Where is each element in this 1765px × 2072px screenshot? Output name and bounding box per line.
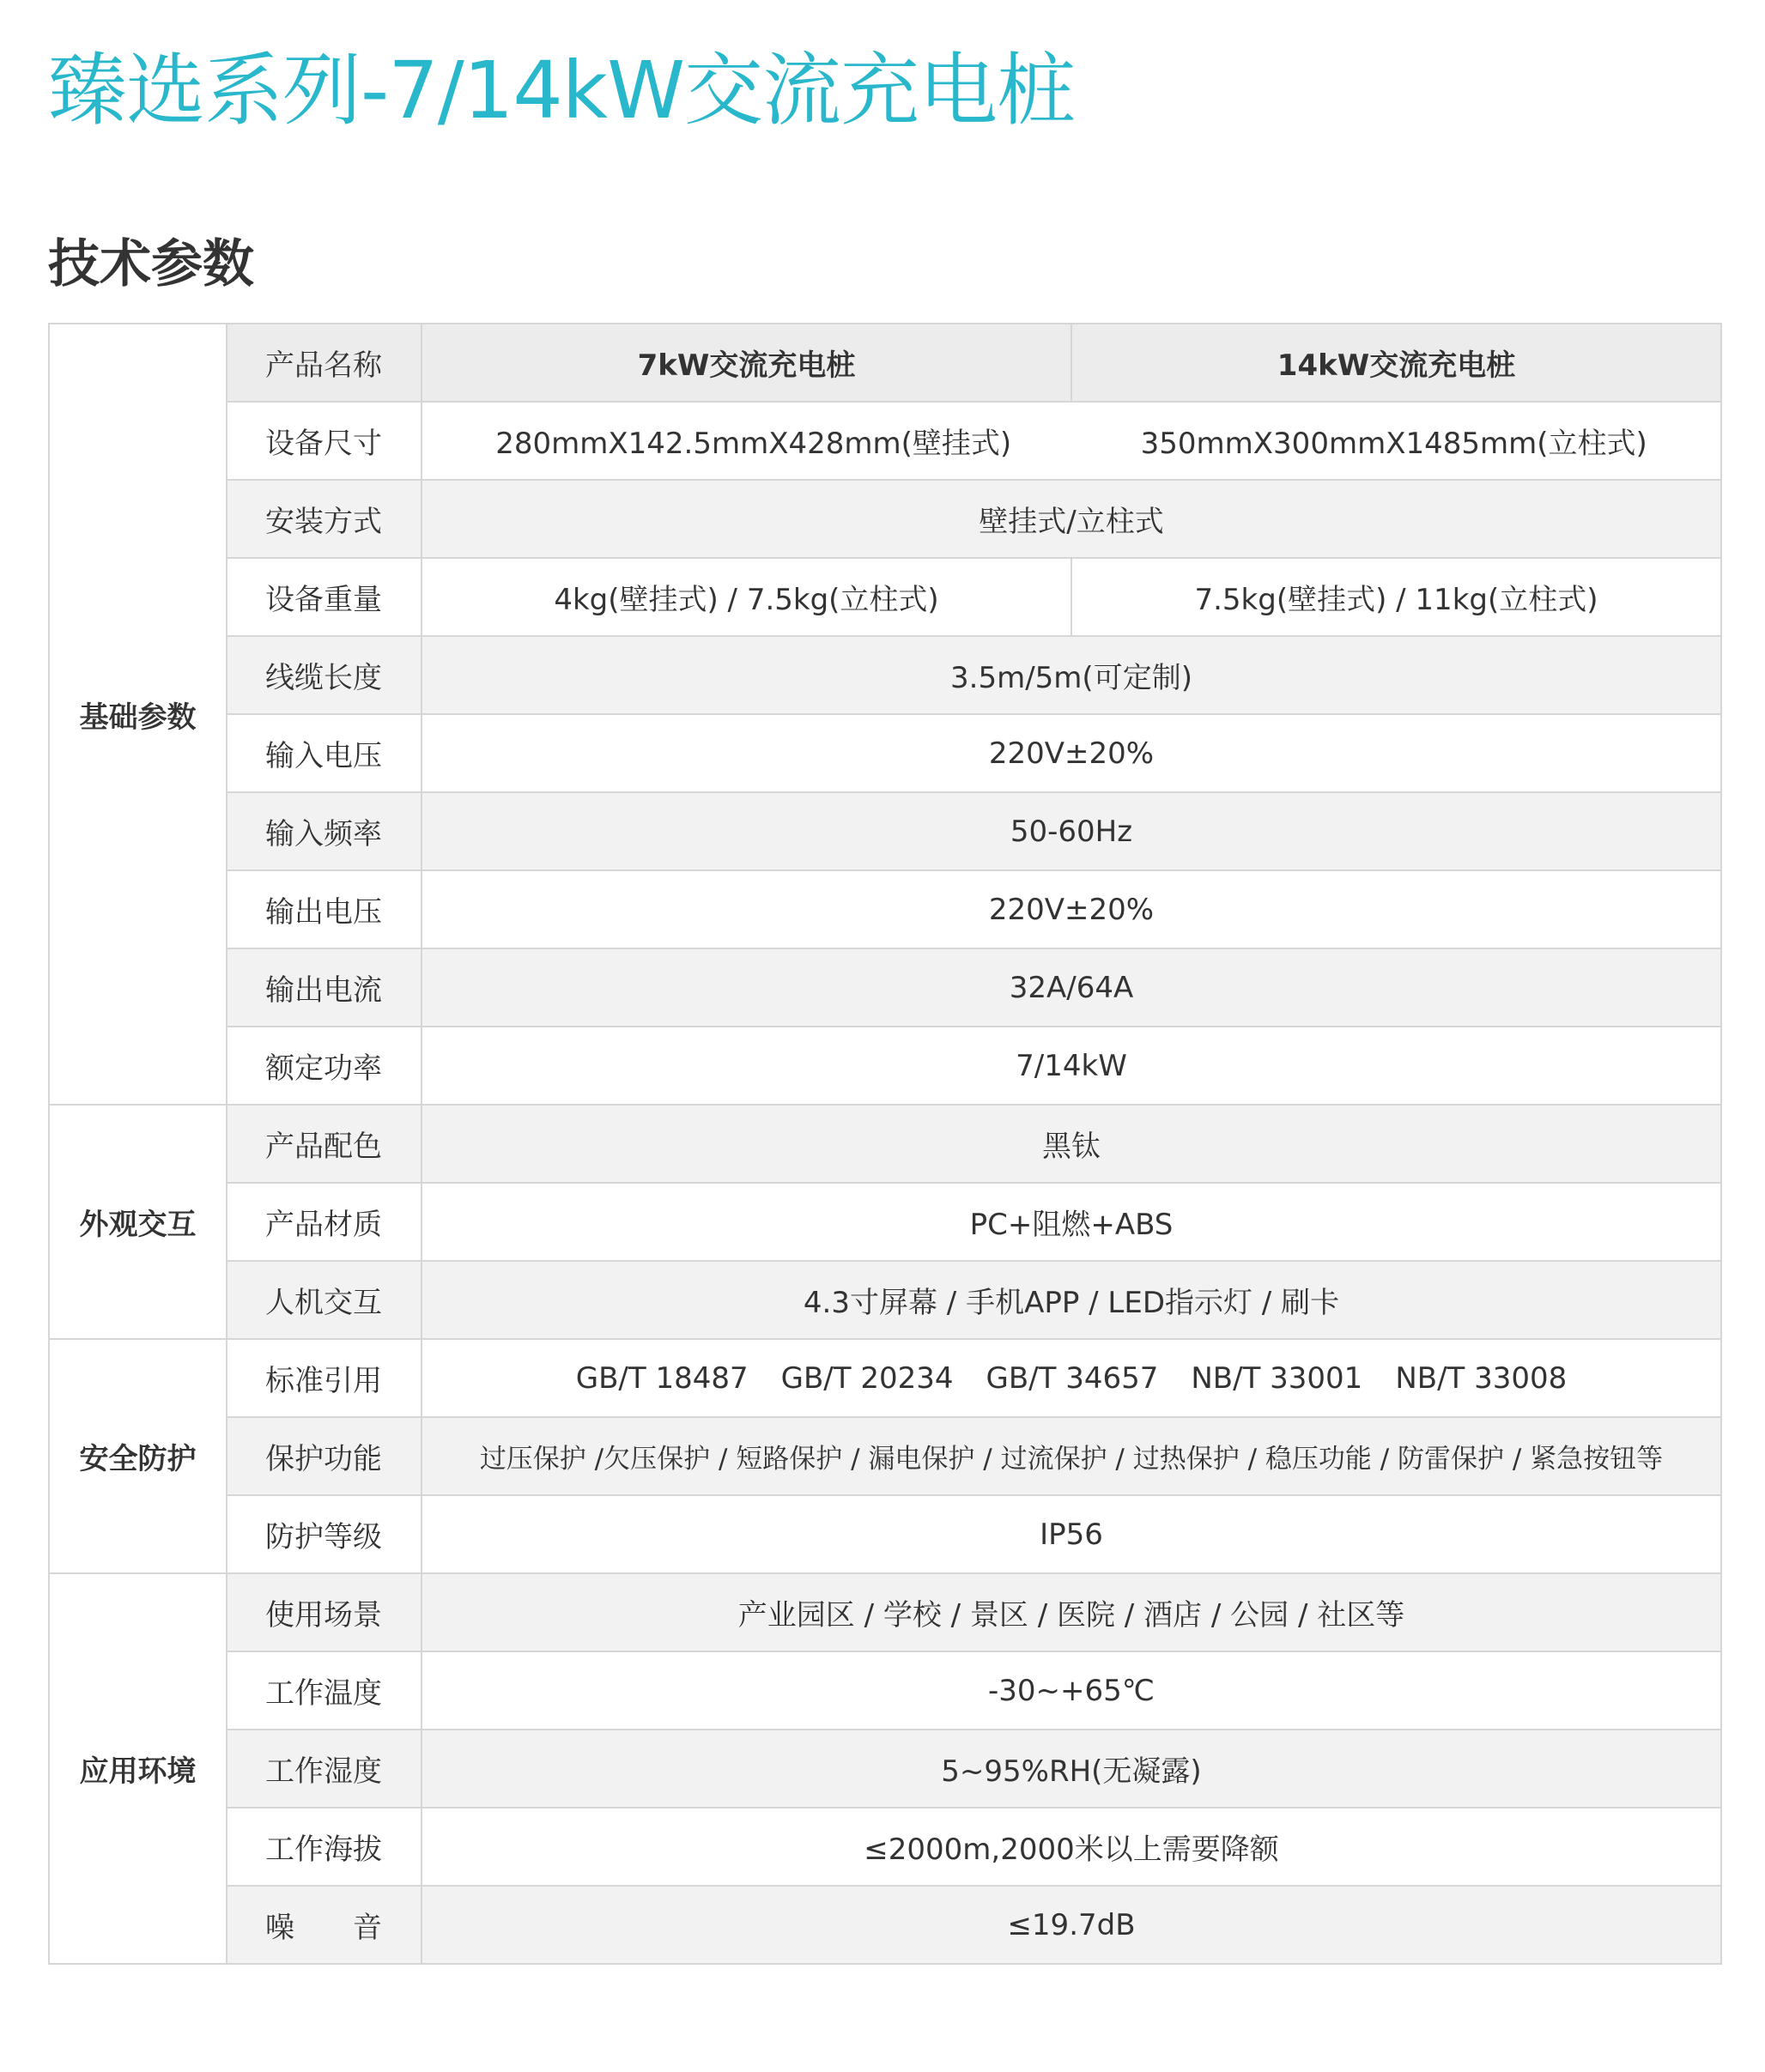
table-row xyxy=(49,948,1721,1027)
param-label: 输出电压 xyxy=(227,870,422,948)
param-value: 5~95%RH(无凝露) xyxy=(422,1730,1721,1808)
model-7kw: 7kW交流充电桩 xyxy=(422,324,1071,402)
table-row xyxy=(49,1339,1721,1417)
table-row xyxy=(49,1495,1721,1573)
param-label: 输入电压 xyxy=(227,714,422,792)
table-row xyxy=(49,792,1721,870)
table-row xyxy=(49,1730,1721,1808)
param-label: 设备尺寸 xyxy=(227,402,422,480)
group-appearance: 外观交互 xyxy=(49,1105,227,1339)
param-value: PC+阻燃+ABS xyxy=(422,1183,1721,1261)
param-label: 输入频率 xyxy=(227,792,422,870)
param-label: 标准引用 xyxy=(227,1339,422,1417)
param-value xyxy=(422,1339,1721,1417)
table-row xyxy=(49,870,1721,948)
param-value: 3.5m/5m(可定制) xyxy=(422,636,1721,714)
table-row xyxy=(49,402,1721,480)
table-row xyxy=(49,1886,1721,1964)
param-label: 工作湿度 xyxy=(227,1730,422,1808)
table-row xyxy=(49,1808,1721,1886)
param-label: 工作温度 xyxy=(227,1651,422,1730)
param-label: 噪 音 xyxy=(227,1886,422,1964)
table-row xyxy=(49,558,1721,636)
param-value: 壁挂式/立柱式 xyxy=(422,480,1721,558)
param-value xyxy=(422,402,1721,480)
param-label: 输出电流 xyxy=(227,948,422,1027)
param-value: 32A/64A xyxy=(422,948,1721,1027)
param-label: 使用场景 xyxy=(227,1573,422,1651)
group-basic: 基础参数 xyxy=(49,324,227,1105)
param-value: 220V±20% xyxy=(422,714,1721,792)
group-safety: 安全防护 xyxy=(49,1339,227,1573)
param-label: 防护等级 xyxy=(227,1495,422,1573)
param-value: 7/14kW xyxy=(422,1027,1721,1105)
param-label: 人机交互 xyxy=(227,1261,422,1339)
table-row xyxy=(49,1183,1721,1261)
param-label: 线缆长度 xyxy=(227,636,422,714)
table-row xyxy=(49,636,1721,714)
param-label: 产品配色 xyxy=(227,1105,422,1183)
param-value: 过压保护 /欠压保护 / 短路保护 / 漏电保护 / 过流保护 / 过热保护 / 稳压功能 / 防雷保护 / 紧急按钮等 xyxy=(422,1417,1721,1495)
param-value: 黑钛 xyxy=(422,1105,1721,1183)
weight-7kw: 4kg(壁挂式) / 7.5kg(立柱式) xyxy=(422,558,1071,636)
table-header-row xyxy=(49,324,1721,402)
standard-item: GB/T 34657 xyxy=(986,1360,1159,1396)
param-value: ≤19.7dB xyxy=(422,1886,1721,1964)
param-label: 额定功率 xyxy=(227,1027,422,1105)
standard-item: GB/T 20234 xyxy=(780,1360,954,1396)
size-7kw: 280mmX142.5mmX428mm(壁挂式) xyxy=(495,427,1012,461)
size-14kw: 350mmX300mmX1485mm(立柱式) xyxy=(1140,427,1647,461)
page-title: 臻选系列-7/14kW交流充电桩 xyxy=(48,45,1076,136)
table-row xyxy=(49,480,1721,558)
param-value: 50-60Hz xyxy=(422,792,1721,870)
group-environment: 应用环境 xyxy=(49,1573,227,1964)
table-row xyxy=(49,1417,1721,1495)
standard-item: GB/T 18487 xyxy=(575,1360,749,1396)
param-label: 设备重量 xyxy=(227,558,422,636)
param-label: 保护功能 xyxy=(227,1417,422,1495)
param-value: 4.3寸屏幕 / 手机APP / LED指示灯 / 刷卡 xyxy=(422,1261,1721,1339)
table-row xyxy=(49,1027,1721,1105)
table-row xyxy=(49,1261,1721,1339)
param-value: IP56 xyxy=(422,1495,1721,1573)
table-row xyxy=(49,1105,1721,1183)
model-14kw: 14kW交流充电桩 xyxy=(1071,324,1721,402)
table-row xyxy=(49,1573,1721,1651)
spec-table xyxy=(48,323,1722,1965)
table-row xyxy=(49,714,1721,792)
param-value: -30~+65℃ xyxy=(422,1651,1721,1730)
weight-14kw: 7.5kg(壁挂式) / 11kg(立柱式) xyxy=(1071,558,1721,636)
standard-item: NB/T 33008 xyxy=(1395,1360,1568,1396)
param-value: 220V±20% xyxy=(422,870,1721,948)
param-value: ≤2000m,2000米以上需要降额 xyxy=(422,1808,1721,1886)
param-label: 产品名称 xyxy=(227,324,422,402)
param-label: 安装方式 xyxy=(227,480,422,558)
param-value: 产业园区 / 学校 / 景区 / 医院 / 酒店 / 公园 / 社区等 xyxy=(422,1573,1721,1651)
section-title: 技术参数 xyxy=(48,234,254,294)
table-row xyxy=(49,1651,1721,1730)
param-label: 产品材质 xyxy=(227,1183,422,1261)
param-label: 工作海拔 xyxy=(227,1808,422,1886)
standard-item: NB/T 33001 xyxy=(1191,1360,1363,1396)
